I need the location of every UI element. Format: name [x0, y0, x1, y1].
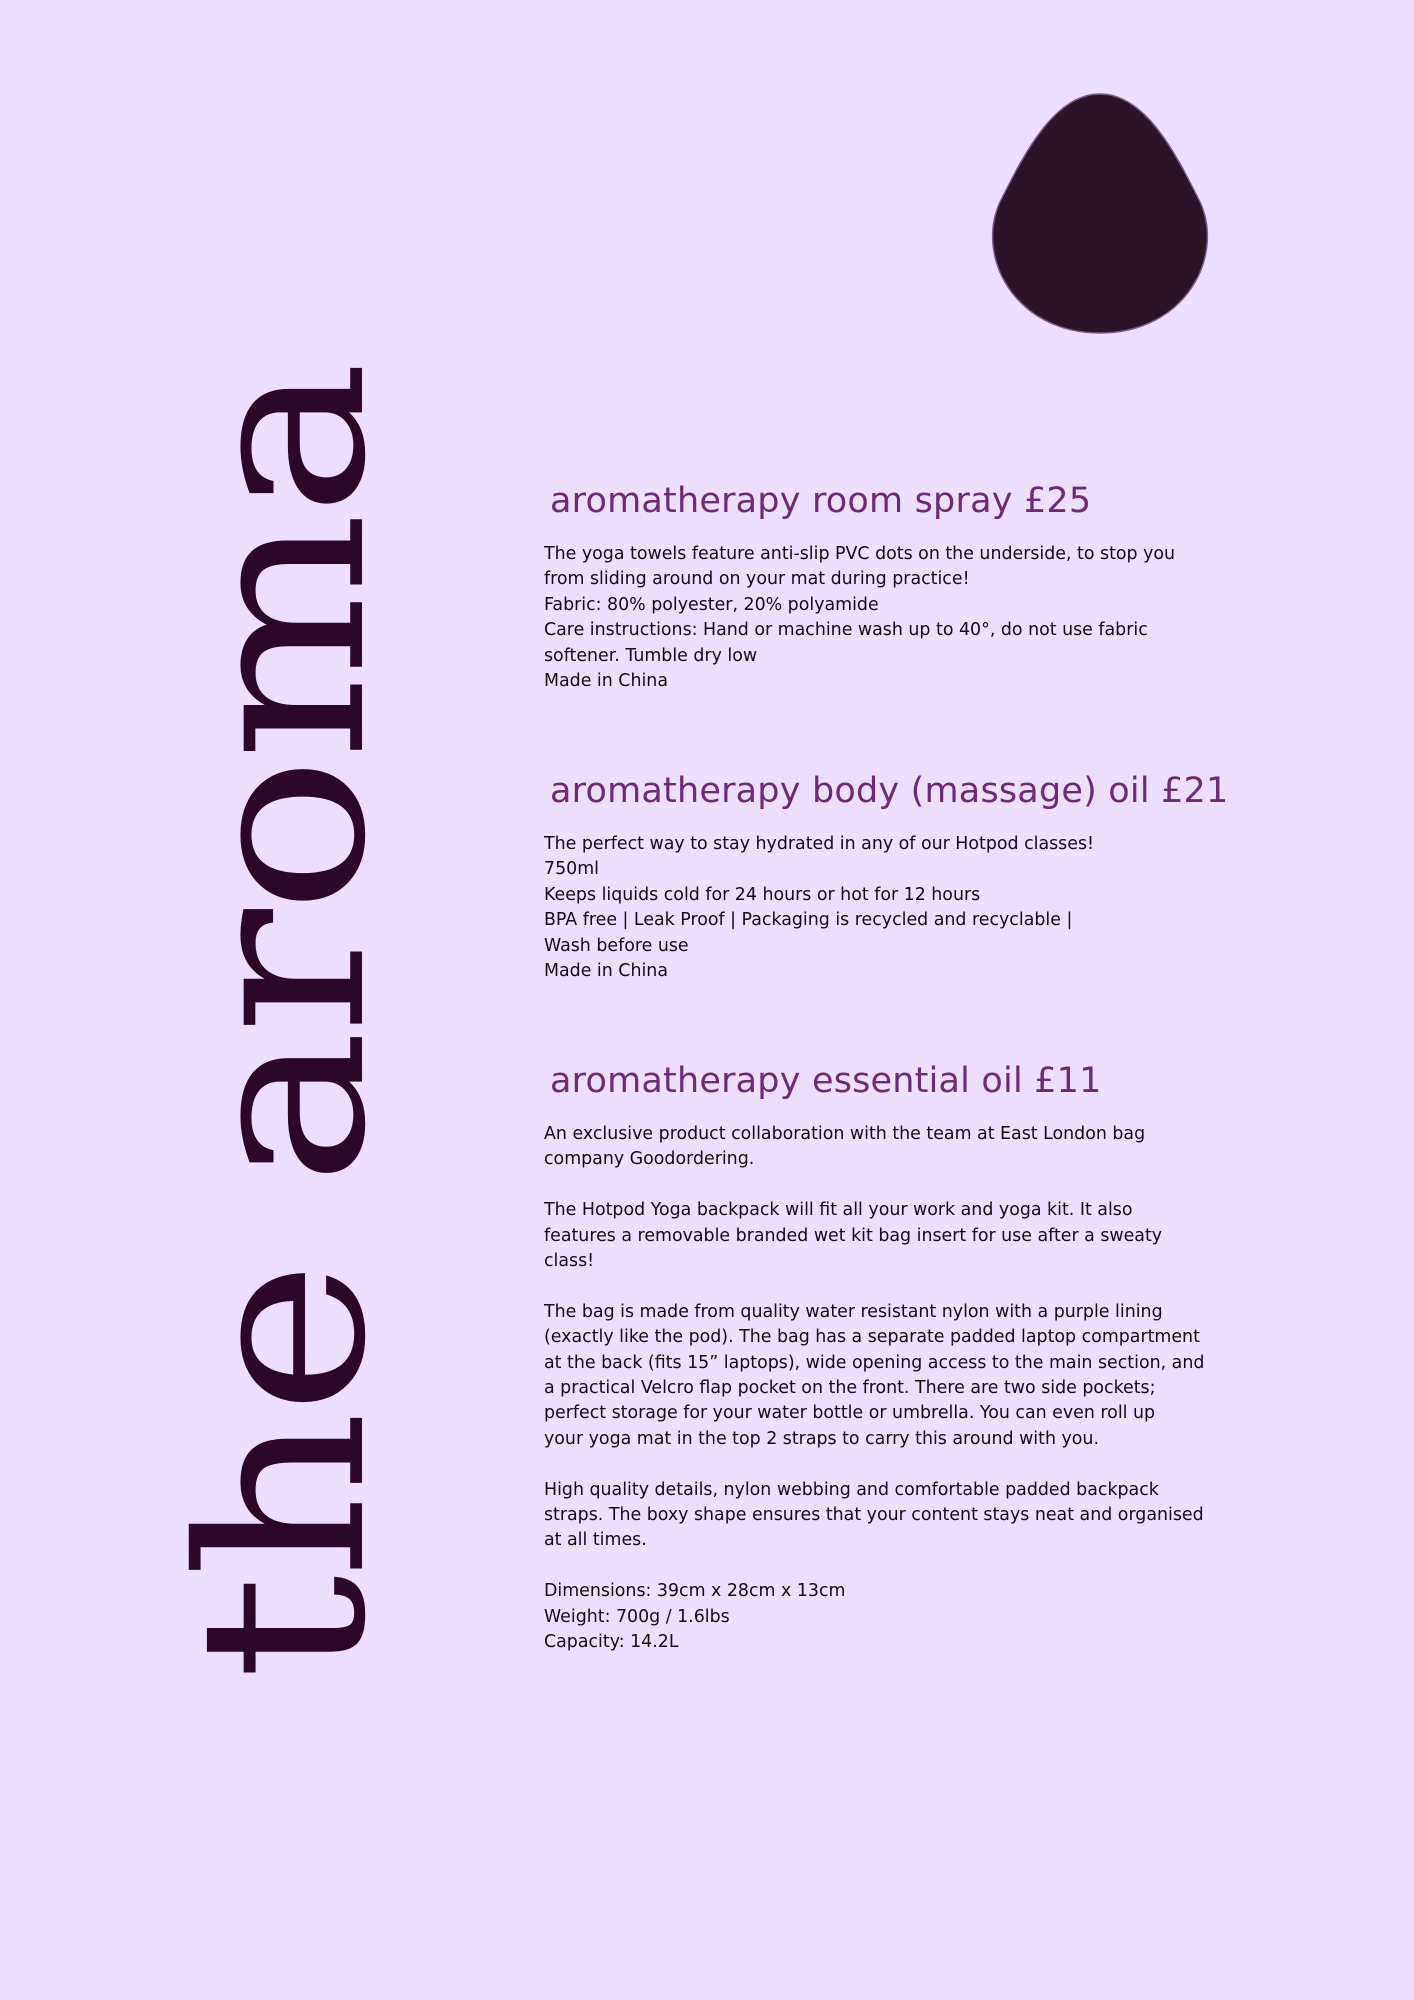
product-room-spray — [544, 480, 1204, 694]
product-heading: aromatherapy room spray £25 — [550, 481, 1092, 521]
description-line: company Goodordering. — [544, 1149, 755, 1170]
description-line: The bag is made from quality water resistant nylon with a purple lining — [544, 1301, 1163, 1322]
side-title-text: the aroma — [150, 535, 416, 1680]
description-line: The yoga towels feature anti-slip PVC dots on the underside, to stop you — [544, 544, 1176, 564]
description-line: at the back (fits 15” laptops), wide opening access to the main section, and — [544, 1352, 1205, 1373]
description-line: Made in China — [544, 961, 668, 982]
product-heading: aromatherapy body (massage) oil £21 — [550, 771, 1229, 811]
product-heading: aromatherapy essential oil £11 — [550, 1061, 1102, 1101]
product-description — [544, 832, 1204, 984]
product-description — [544, 542, 1204, 694]
description-line: from sliding around on your mat during practice! — [544, 569, 970, 590]
description-line: (exactly like the pod). The bag has a separate padded laptop compartment — [544, 1327, 1200, 1348]
description-line: BPA free | Leak Proof | Packaging is recycled and recyclable | — [544, 910, 1073, 931]
description-line: softener. Tumble dry low — [544, 645, 758, 666]
description-line: Capacity: 14.2L — [544, 1632, 679, 1653]
product-essential-oil — [544, 1060, 1204, 1655]
product-description — [544, 1122, 1204, 1655]
side-title — [110, 365, 416, 1680]
description-line: Keeps liquids cold for 24 hours or hot for 12 hours — [544, 884, 981, 905]
description-line: The Hotpod Yoga backpack will fit all your work and yoga kit. It also — [544, 1200, 1133, 1221]
description-line: Fabric: 80% polyester, 20% polyamide — [544, 594, 879, 615]
description-line: High quality details, nylon webbing and comfortable padded backpack — [544, 1479, 1159, 1500]
description-line: Dimensions: 39cm x 28cm x 13cm — [544, 1581, 846, 1602]
description-line: Wash before use — [544, 935, 689, 956]
paragraph-gap — [544, 1452, 1204, 1477]
drop-shape-icon — [985, 92, 1215, 335]
description-line: An exclusive product collaboration with the team at East London bag — [544, 1124, 1146, 1144]
product-body-oil — [544, 770, 1229, 984]
description-line: Care instructions: Hand or machine wash up to 40°, do not use fabric — [544, 620, 1148, 641]
description-line: 750ml — [544, 859, 599, 880]
description-line: perfect storage for your water bottle or umbrella. You can even roll up — [544, 1403, 1156, 1424]
description-line: at all times. — [544, 1530, 647, 1551]
paragraph-gap — [544, 1554, 1204, 1579]
description-line: Made in China — [544, 671, 668, 692]
paragraph-gap — [544, 1274, 1204, 1299]
description-line: class! — [544, 1251, 595, 1272]
description-line: straps. The boxy shape ensures that your content stays neat and organised — [544, 1505, 1204, 1526]
description-line: The perfect way to stay hydrated in any of our Hotpod classes! — [544, 834, 1094, 854]
description-line: your yoga mat in the top 2 straps to carry this around with you. — [544, 1428, 1099, 1449]
paragraph-gap — [544, 1173, 1204, 1198]
description-line: features a removable branded wet kit bag insert for use after a sweaty — [544, 1225, 1163, 1246]
description-line: Weight: 700g / 1.6lbs — [544, 1606, 730, 1627]
description-line: a practical Velcro flap pocket on the front. There are two side pockets; — [544, 1378, 1156, 1399]
